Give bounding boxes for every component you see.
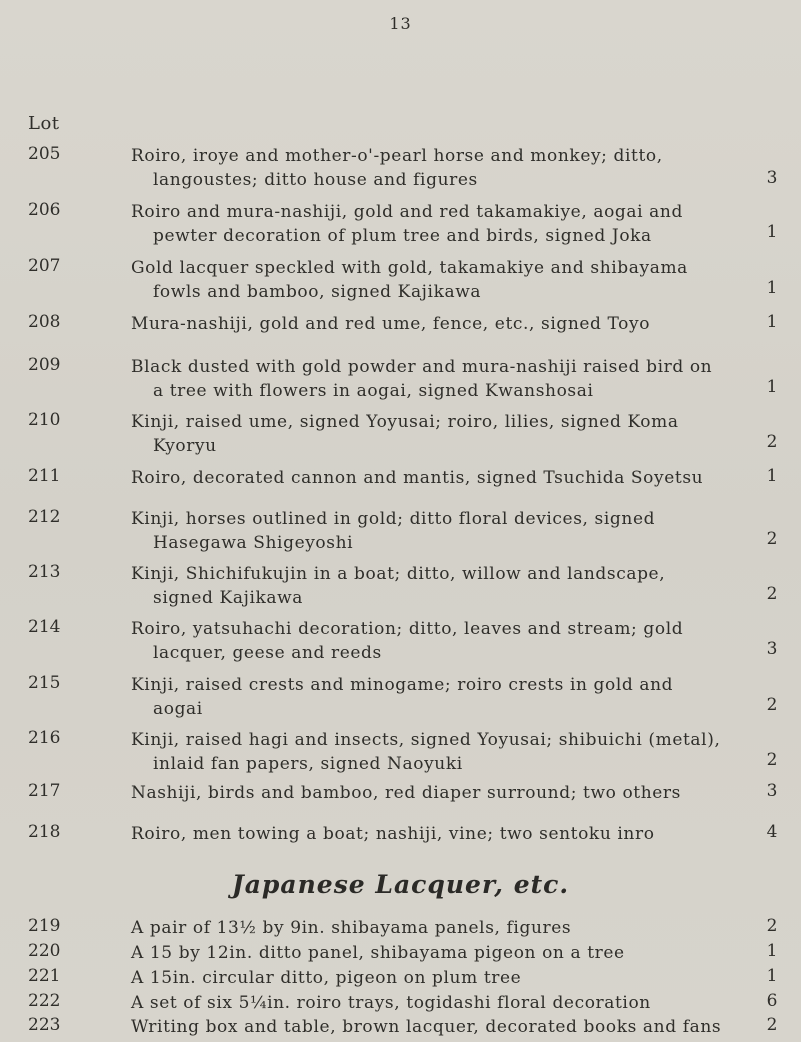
- lot-description: [131, 617, 723, 665]
- lot-description-line: Kinji, horses outlined in gold; ditto floral devices, signed: [131, 509, 656, 529]
- lot-description-line: Roiro, yatsuhachi decoration; ditto, leaves and stream; gold: [131, 619, 684, 639]
- lot-description: [131, 562, 723, 610]
- lot-number: 215: [28, 673, 61, 693]
- lot-quantity: 1: [766, 312, 778, 332]
- lot-quantity: 2: [766, 584, 778, 604]
- lot-quantity: 2: [766, 916, 778, 936]
- lot-description-line: a tree with flowers in aogai, signed Kwanshosai: [153, 381, 594, 401]
- lot-description: [131, 256, 723, 304]
- lot-number: 213: [28, 562, 61, 582]
- lot-quantity: 1: [766, 941, 778, 961]
- lot-quantity: 2: [766, 750, 778, 770]
- page-number: 13: [389, 14, 412, 33]
- lot-number: 214: [28, 617, 61, 637]
- lot-description-line: pewter decoration of plum tree and birds, signed Joka: [153, 226, 652, 246]
- lot-number: 206: [28, 200, 61, 220]
- lot-quantity: 2: [766, 529, 778, 549]
- lot-description: [131, 466, 723, 490]
- lot-description-line: fowls and bamboo, signed Kajikawa: [153, 282, 482, 302]
- lot-number: 205: [28, 144, 61, 164]
- lot-description-line: Kinji, Shichifukujin in a boat; ditto, willow and landscape,: [131, 564, 666, 584]
- lot-number: 216: [28, 728, 61, 748]
- lot-quantity: 4: [766, 822, 778, 842]
- lot-quantity: 1: [766, 377, 778, 397]
- lot-description: [131, 781, 723, 805]
- lot-description-line: signed Kajikawa: [153, 588, 304, 608]
- lot-description: A pair of 13½ by 9in. shibayama panels, figures: [131, 918, 572, 938]
- lot-number: 210: [28, 410, 61, 430]
- lot-number: 207: [28, 256, 61, 276]
- lot-description: [131, 410, 723, 458]
- lot-description-line: Mura-nashiji, gold and red ume, fence, etc., signed Toyo: [131, 314, 651, 334]
- lot-quantity: 1: [766, 222, 778, 242]
- lot-description-line: Roiro, decorated cannon and mantis, signed Tsuchida Soyetsu: [131, 468, 704, 488]
- lot-quantity: 2: [766, 432, 778, 452]
- lot-description: A 15 by 12in. ditto panel, shibayama pigeon on a tree: [131, 943, 625, 963]
- lot-description: [131, 822, 723, 846]
- lot-description: A set of six 5¼in. roiro trays, togidashi floral decoration: [131, 993, 651, 1013]
- lot-column-header: Lot: [28, 113, 60, 134]
- lot-number: 208: [28, 312, 61, 332]
- lot-number: 218: [28, 822, 61, 842]
- lot-number: 220: [28, 941, 61, 961]
- lot-number: 211: [28, 466, 61, 486]
- lot-description-line: Black dusted with gold powder and mura-nashiji raised bird on: [131, 357, 713, 377]
- lot-description-line: Roiro and mura-nashiji, gold and red takamakiye, aogai and: [131, 202, 683, 222]
- lot-number: 217: [28, 781, 61, 801]
- lot-description-line: lacquer, geese and reeds: [153, 643, 382, 663]
- lot-description: [131, 200, 723, 248]
- lot-number: 222: [28, 991, 61, 1011]
- lot-quantity: 2: [766, 695, 778, 715]
- lot-description: [131, 312, 723, 336]
- lot-description-line: Kinji, raised ume, signed Yoyusai; roiro, lilies, signed Koma: [131, 412, 679, 432]
- lot-description: [131, 355, 723, 403]
- lot-quantity: 1: [766, 278, 778, 298]
- lot-description: Writing box and table, brown lacquer, decorated books and fans: [131, 1017, 722, 1037]
- lot-quantity: 3: [766, 781, 778, 801]
- lot-description-line: Gold lacquer speckled with gold, takamakiye and shibayama: [131, 258, 688, 278]
- lot-description-line: langoustes; ditto house and figures: [153, 170, 478, 190]
- lot-number: 223: [28, 1015, 61, 1035]
- lot-description-line: Kinji, raised crests and minogame; roiro crests in gold and: [131, 675, 674, 695]
- lot-description: [131, 144, 723, 192]
- lot-description-line: inlaid fan papers, signed Naoyuki: [153, 754, 463, 774]
- lot-number: 212: [28, 507, 61, 527]
- lot-description-line: Kyoryu: [153, 436, 217, 456]
- lot-description: [131, 728, 723, 776]
- lot-description-line: Hasegawa Shigeyoshi: [153, 533, 354, 553]
- lot-number: 221: [28, 966, 61, 986]
- lot-quantity: 2: [766, 1015, 778, 1035]
- lot-description-line: Roiro, iroye and mother-o'-pearl horse and monkey; ditto,: [131, 146, 663, 166]
- lot-quantity: 3: [766, 168, 778, 188]
- lot-description: [131, 673, 723, 721]
- lot-quantity: 1: [766, 466, 778, 486]
- lot-description-line: Roiro, men towing a boat; nashiji, vine; two sentoku inro: [131, 824, 655, 844]
- lot-description-line: Nashiji, birds and bamboo, red diaper surround; two others: [131, 783, 681, 803]
- lot-description-line: Kinji, raised hagi and insects, signed Yoyusai; shibuichi (metal),: [131, 730, 721, 750]
- lot-description: [131, 507, 723, 555]
- lot-quantity: 1: [766, 966, 778, 986]
- lot-number: 209: [28, 355, 61, 375]
- section-heading: Japanese Lacquer, etc.: [231, 870, 570, 899]
- lot-quantity: 3: [766, 639, 778, 659]
- lot-quantity: 6: [766, 991, 778, 1011]
- lot-description: A 15in. circular ditto, pigeon on plum tree: [131, 968, 522, 988]
- lot-number: 219: [28, 916, 61, 936]
- lot-description-line: aogai: [153, 699, 203, 719]
